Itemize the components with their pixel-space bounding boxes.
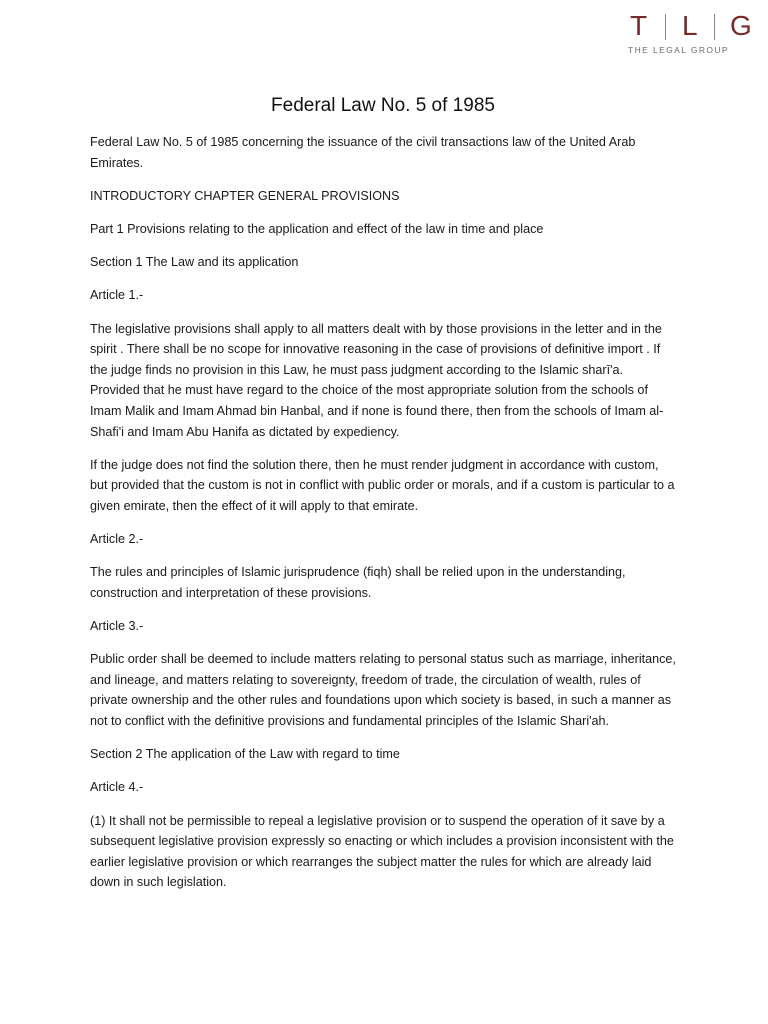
document-title: Federal Law No. 5 of 1985 [271,95,495,116]
logo-letters [626,10,756,42]
article-4-paragraph: (1) It shall not be permissible to repeal a legislative provision or to suspend the operation of it save by a subsequent legislative provision expressly so enacting or which includes a provision inconsistent with the earlier legislative provision or which rearranges the subject matter the rules for which are already laid down in such legislation. [90,813,674,890]
section-heading: Section 1 The Law and its application [90,255,299,270]
logo-letter-l: L [682,10,698,41]
document-body [90,94,676,906]
article-heading: Article 1.- [90,288,144,303]
intro-paragraph: Federal Law No. 5 of 1985 concerning the issuance of the civil transactions law of the United Arab Emirates. [90,135,636,170]
article-3-paragraph: Public order shall be deemed to include matters relating to personal status such as marriage, inheritance, and lineage, and matters relating to sovereignty, freedom of trade, the circulation of wealth, rules of private ownership and the other rules and foundations upon which society is based, in such a manner as not to conflict with the definitive provisions and fundamental principles of the Islamic Shari'ah. [90,652,676,728]
logo-subtitle: THE LEGAL GROUP [628,45,729,55]
logo-letter-g: G [730,10,752,41]
article-1-paragraph-1: The legislative provisions shall apply to all matters dealt with by those provisions in the letter and in the spirit . There shall be no scope for innovative reasoning in the case of provisions of definitive import . If the judge finds no provision in this Law, he must pass judgment according to the Islamic sharī'a. Provided that he must have regard to the choice of the most appropriate solution from the schools of Imam Malik and Imam Ahmad bin Hanbal, and if none is found there, then from the schools of Imam al-Shafi'i and Imam Abu Hanifa as dictated by expediency. [90,321,664,439]
article-heading: Article 4.- [90,780,144,795]
part-heading: Part 1 Provisions relating to the application and effect of the law in time and place [90,221,544,236]
logo-divider [665,14,666,40]
logo-divider [714,14,715,40]
chapter-heading: INTRODUCTORY CHAPTER GENERAL PROVISIONS [90,188,400,203]
article-2-paragraph: The rules and principles of Islamic jurisprudence (fiqh) shall be relied upon in the understanding, construction and interpretation of these provisions. [90,565,626,600]
section-heading: Section 2 The application of the Law with regard to time [90,747,400,762]
logo-letter-t: T [630,10,648,41]
tlg-logo [626,10,756,56]
article-heading: Article 3.- [90,619,144,634]
article-1-paragraph-2: If the judge does not find the solution there, then he must render judgment in accordance with custom, but provided that the custom is not in conflict with public order or morals, and if a custom is particular to a given emirate, then the effect of it will apply to that emirate. [90,457,675,513]
article-heading: Article 2.- [90,532,144,547]
